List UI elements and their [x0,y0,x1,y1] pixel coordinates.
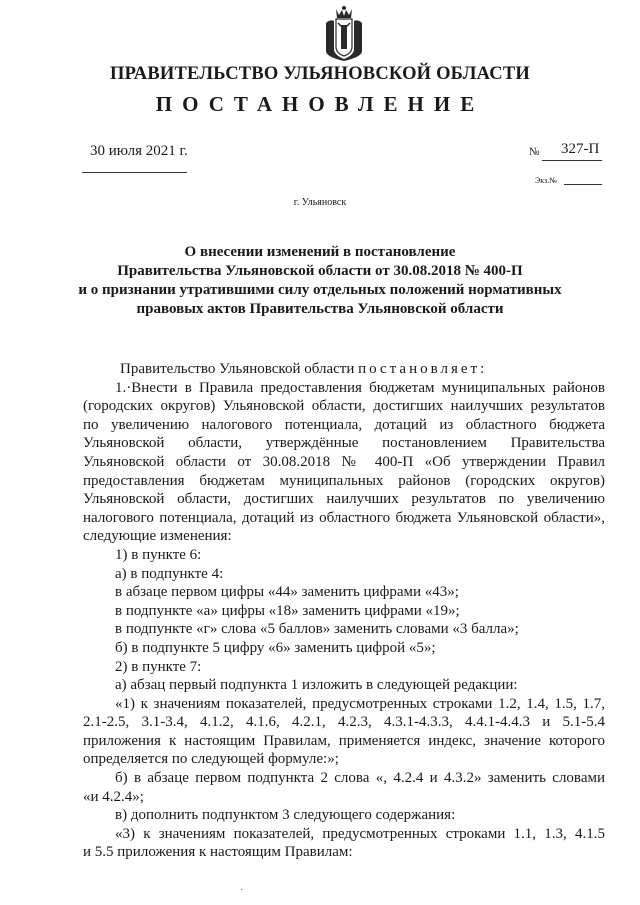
intro-verb: постановляет: [358,361,488,377]
list-item: а) в подпункте 4: [115,565,224,582]
title-line: и о признании утратившими силу отдельных положений нормативных [78,282,562,298]
list-item: «и 4.2.4»; [83,788,144,805]
quote-line: и 5.5 приложения к настоящим Правилам: [83,844,353,861]
scan-mark: · [240,885,244,896]
document-date: 30 июля 2021 г. [90,143,188,159]
quote-line: приложения к настоящим Правилам, применяется индекс, значение которого [83,732,605,749]
intro-prefix: Правительство Ульяновской области [120,361,355,377]
list-item: в подпункте «г» слова «5 баллов» заменить словами «3 балла»; [115,621,519,638]
list-item: б) в абзаце первом подпункта 2 слова «, 4.2.4 и 4.3.2» заменить словами [115,770,605,787]
body-line: по увеличению налогового потенциала, дотаций из областного бюджета [83,416,605,433]
number-sign: № [529,146,540,158]
copy-mark: Экз.№ [535,176,557,185]
list-item: 2) в пункте 7: [115,658,202,675]
body-line: (городских округов) Ульяновской области, достигших наилучших результатов [83,398,605,415]
city: г. Ульяновск [293,197,347,208]
body-line: налогового потенциала, дотаций из областного бюджета Ульяновской области», [83,509,605,526]
list-item: б) в подпункте 5 цифру «6» заменить цифрой «5»; [115,639,436,656]
title-line: О внесении изменений в постановление [184,244,456,260]
quote-line: «3) к значениям показателей, предусмотренных строками 1.1, 1.3, 4.1.5 [115,825,605,842]
title-line: Правительства Ульяновской области от 30.08.2018 № 400-П [117,263,523,279]
number-value: 327-П [561,141,600,157]
body-line: Ульяновской области от 30.08.2018 № 400-П «Об утверждении Правил [83,453,605,470]
document-type: ПОСТАНОВЛЕНИЕ [155,92,485,116]
list-item: 1) в пункте 6: [115,546,202,563]
list-item: в подпункте «а» цифры «18» заменить цифрами «19»; [115,602,460,619]
ulyanovsk-coat-of-arms-icon [322,5,366,61]
body-line: Ульяновской области, достигших наилучших результатов по увеличению [83,491,605,508]
body-line: Ульяновской области, утверждённые постановлением Правительства [83,435,605,452]
quote-line: 2.1-2.5, 3.1-3.4, 4.1.2, 4.1.6, 4.2.1, 4.2.3, 4.3.1-4.3.3, 4.4.1-4.4.3 и 5.1-5.4 [83,714,605,731]
list-item: в абзаце первом цифры «44» заменить цифрами «43»; [115,584,459,601]
list-item: а) абзац первый подпункта 1 изложить в следующей редакции: [115,677,518,694]
intro-paragraph [83,360,605,379]
body-line: следующие изменения: [83,528,232,545]
body-line: предоставления бюджетам муниципальных районов (городских округов) [83,472,605,489]
body-line: 1.·Внести в Правила предоставления бюджетам муниципальных районов [115,379,605,396]
date-underline [82,172,187,173]
document-title [60,243,580,319]
document-number [529,141,600,158]
title-line: правовых актов Правительства Ульяновской области [136,301,504,317]
quote-line: «1) к значениям показателей, предусмотренных строками 1.2, 1.4, 1.5, 1.7, [115,695,605,712]
document-body [83,360,605,862]
quote-line: определяется по следующей формуле:»; [83,751,339,768]
number-underline [542,160,602,161]
copy-underline [564,184,602,185]
government-title: ПРАВИТЕЛЬСТВО УЛЬЯНОВСКОЙ ОБЛАСТИ [110,64,530,84]
list-item: в) дополнить подпунктом 3 следующего содержания: [115,807,456,824]
